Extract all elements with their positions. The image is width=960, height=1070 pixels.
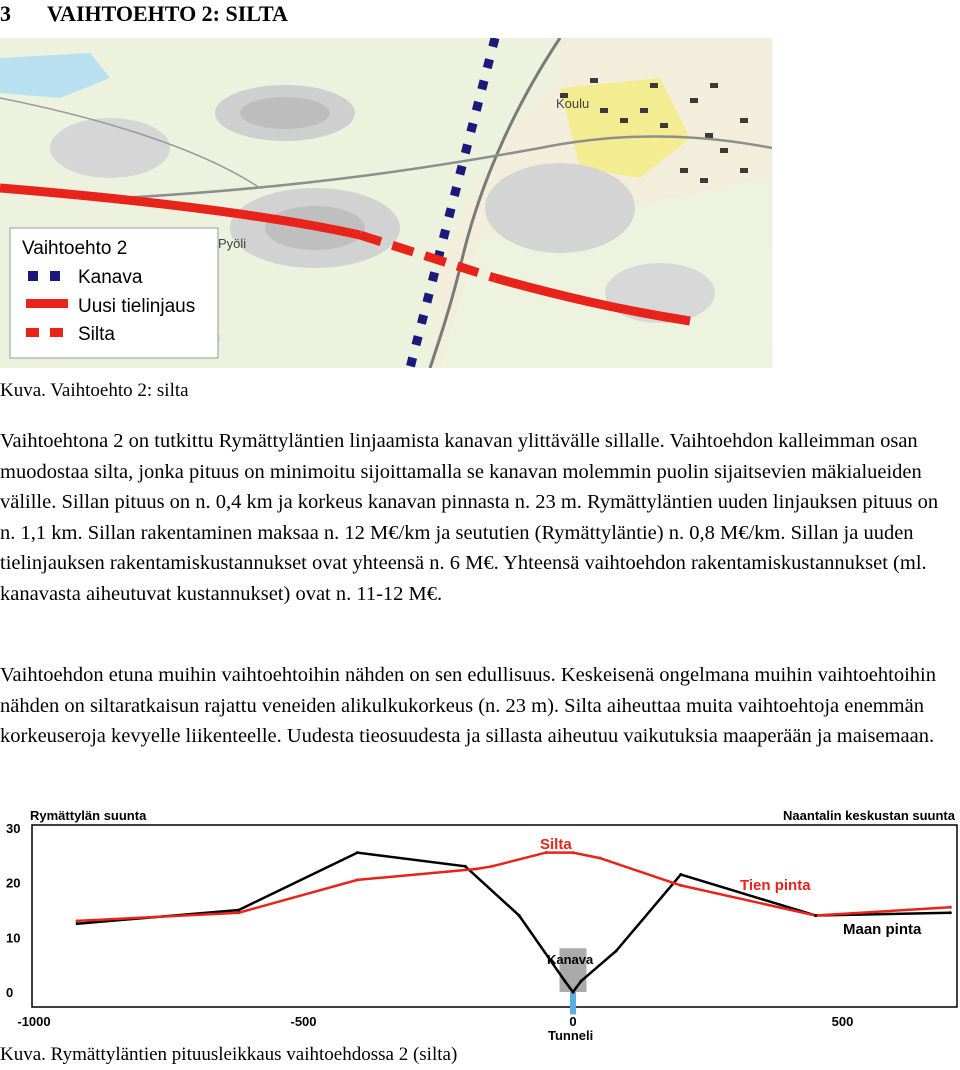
- section-title: VAIHTOEHTO 2: SILTA: [47, 1, 288, 26]
- legend-bridge-label: Silta: [78, 324, 115, 345]
- series-point-maan-pinta: [814, 914, 817, 917]
- series-point-tien-pinta: [572, 851, 575, 854]
- tien-pinta-label: Tien pinta: [740, 877, 811, 894]
- series-point-maan-pinta: [572, 991, 575, 994]
- x-tick-label: 500: [831, 1014, 854, 1029]
- series-point-maan-pinta: [949, 911, 952, 914]
- y-tick-label: 10: [6, 930, 21, 946]
- hill-1-core: [240, 97, 330, 129]
- series-point-maan-pinta: [679, 873, 682, 876]
- legend-bridge-icon-2: [50, 328, 63, 337]
- series-point-tien-pinta: [237, 911, 240, 914]
- series-point-tien-pinta: [76, 919, 79, 922]
- body-paragraph-2: Vaihtoehdon etuna muihin vaihtoehtoihin nähden on sen edullisuus. Keskeisenä ongelmana muihin vaihtoehtoihin nähden on siltaratkaisun rajattu veneiden alikulkukorkeus (n. 23 m). Silta aiheuttaa muita vaihtoehtoja enemmän korkeuseroja kevyelle liikenteelle. Uudesta tieosuudesta ja sillasta aiheutuu vaikutuksia maaperään ja maisemaan.: [0, 664, 936, 747]
- x-axis-ticks: [17, 1014, 853, 1029]
- series-point-maan-pinta: [615, 949, 618, 952]
- kanava-label: Kanava: [547, 952, 594, 967]
- right-direction-label: Naantalin keskustan suunta: [783, 808, 955, 823]
- map-label-pyoli: Pyöli: [218, 236, 247, 251]
- tunneli-label: Tunneli: [548, 1028, 594, 1043]
- x-tick-label: 0: [569, 1014, 577, 1029]
- maan-pinta-label: Maan pinta: [843, 921, 922, 938]
- series-point-maan-pinta: [464, 865, 467, 868]
- legend-kanava-icon: [28, 271, 38, 281]
- figure-caption-map: Kuva. Vaihtoehto 2: silta: [0, 380, 189, 401]
- map-legend: [10, 228, 218, 358]
- series-point-maan-pinta: [237, 908, 240, 911]
- legend-road-icon: [26, 299, 68, 308]
- series-point-maan-pinta: [356, 851, 359, 854]
- section-number: 3: [0, 1, 11, 26]
- series-point-tien-pinta: [598, 857, 601, 860]
- series-point-tien-pinta: [474, 867, 477, 870]
- x-tick-label: -500: [290, 1014, 317, 1029]
- series-point-tien-pinta: [491, 865, 494, 868]
- y-axis-ticks: [6, 821, 20, 1000]
- legend-road-label: Uusi tielinjaus: [78, 296, 196, 317]
- series-point-tien-pinta: [679, 884, 682, 887]
- y-tick-label: 20: [6, 875, 21, 891]
- section-heading: [0, 0, 288, 28]
- route-map: [0, 38, 772, 368]
- silta-label: Silta: [540, 836, 572, 853]
- series-point-tien-pinta: [356, 878, 359, 881]
- map-label-koulu: Koulu: [556, 96, 590, 111]
- body-paragraph-1: Vaihtoehtona 2 on tutkittu Rymättyläntien linjaamista kanavan ylittävälle sillalle. Vaihtoehdon kalleimman osan muodostaa silta, jonka pituus on minimoitu sijoittamalla se kanavan molemmin puolin sijaitsevien mäkialueiden välille. Sillan pituus on n. 0,4 km ja korkeus kanavan pinnasta n. 23 m. Rymättyläntien uuden linjauksen pituus on n. 1,1 km. Sillan rakentaminen maksaa n. 12 M€/km ja seututien (Rymättyläntie) n. 0,8 M€/km. Sillan ja uuden tielinjauksen rakentamiskustannukset ovat yhteensä n. 6 M€. Yhteensä vaihtoehdon rakentamiskustannukset (ml. kanavasta aiheutuvat kustannukset) ovat n. 11-12 M€.: [0, 430, 939, 605]
- left-direction-label: Rymättylän suunta: [30, 808, 147, 823]
- y-tick-label: 30: [6, 820, 21, 836]
- tunnel-mark: [570, 992, 576, 1014]
- series-point-maan-pinta: [563, 980, 566, 983]
- series-point-maan-pinta: [580, 980, 583, 983]
- series-point-maan-pinta: [518, 914, 521, 917]
- x-tick-label: -1000: [17, 1014, 51, 1029]
- legend-kanava-icon-2: [50, 271, 60, 281]
- legend-bridge-icon: [26, 328, 39, 337]
- legend-title: Vaihtoehto 2: [22, 238, 128, 259]
- legend-kanava-label: Kanava: [78, 267, 143, 288]
- series-point-tien-pinta: [949, 906, 952, 909]
- profile-chart: [0, 800, 960, 1045]
- y-tick-label: 0: [6, 985, 14, 1000]
- hill-2: [50, 118, 170, 178]
- hill-4: [485, 163, 635, 253]
- figure-caption-profile: Kuva. Rymättyläntien pituusleikkaus vaihtoehdossa 2 (silta): [0, 1044, 458, 1065]
- series-point-maan-pinta: [76, 922, 79, 925]
